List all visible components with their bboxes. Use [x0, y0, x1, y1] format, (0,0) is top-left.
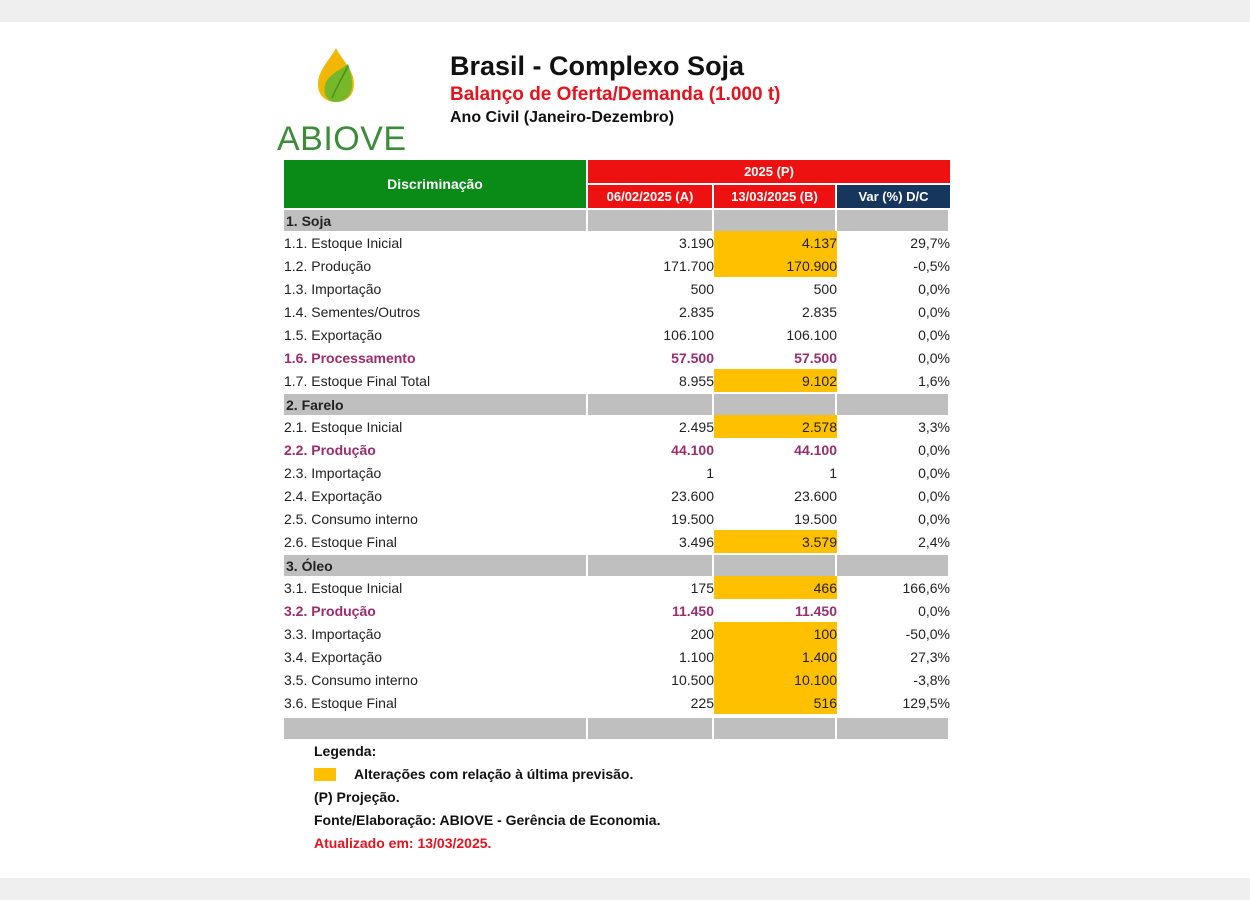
- oil-drop-leaf-icon: [312, 46, 368, 106]
- value-b: 11.450: [794, 602, 837, 619]
- footer-cell: [714, 714, 837, 739]
- value-b: 1: [829, 464, 837, 481]
- value-b: 44.100: [794, 441, 837, 458]
- section-cell: [588, 553, 714, 576]
- legend-swatch-text: Alterações com relação à última previsão.: [354, 766, 634, 782]
- report-header: [276, 42, 976, 158]
- section-title: 3. Óleo: [284, 553, 588, 576]
- value-variation: 27,3%: [910, 648, 950, 665]
- value-b: 2.578: [714, 415, 837, 438]
- row-label: 2.3. Importação: [284, 464, 382, 481]
- value-variation: -50,0%: [905, 625, 950, 642]
- table-row: [284, 438, 950, 461]
- table-row: [284, 300, 950, 323]
- value-a: 8.955: [678, 372, 714, 389]
- value-a: 19.500: [671, 510, 714, 527]
- section-row: [284, 553, 950, 576]
- value-variation: 0,0%: [918, 510, 950, 527]
- value-a: 2.835: [678, 303, 714, 320]
- value-variation: 2,4%: [918, 533, 950, 550]
- report-title: Brasil - Complexo Soja: [450, 51, 745, 81]
- row-label: 1.5. Exportação: [284, 326, 383, 343]
- value-b: 466: [714, 576, 837, 599]
- table-footer-row: [284, 714, 950, 739]
- row-label: 1.3. Importação: [284, 280, 382, 297]
- table-row: [284, 576, 950, 599]
- report-subtitle: Balanço de Oferta/Demanda (1.000 t): [450, 84, 781, 105]
- value-a: 44.100: [671, 441, 714, 458]
- header-variation: Var (%) D/C: [837, 183, 950, 208]
- value-variation: 0,0%: [918, 326, 950, 343]
- value-a: 57.500: [671, 349, 714, 366]
- row-label: 1.1. Estoque Inicial: [284, 234, 403, 251]
- table-row: [284, 622, 950, 645]
- table-row: [284, 323, 950, 346]
- value-b: 19.500: [794, 510, 837, 527]
- table-row: [284, 346, 950, 369]
- row-label: 3.2. Produção: [284, 602, 376, 619]
- section-row: [284, 392, 950, 415]
- logo-text: ABIOVE: [277, 120, 407, 158]
- value-a: 2.495: [678, 418, 714, 435]
- value-variation: 0,0%: [918, 303, 950, 320]
- table-row: [284, 231, 950, 254]
- value-b: 57.500: [794, 349, 837, 366]
- value-variation: -3,8%: [913, 671, 950, 688]
- footer-cell: [588, 714, 714, 739]
- value-b: 100: [714, 622, 837, 645]
- table-row: [284, 254, 950, 277]
- footer-cell: [284, 714, 588, 739]
- value-b: 2.835: [801, 303, 837, 320]
- value-b: 170.900: [714, 254, 837, 277]
- row-label: 3.1. Estoque Inicial: [284, 579, 403, 596]
- value-a: 200: [690, 625, 714, 642]
- abiove-logo: [276, 42, 407, 158]
- header-date-a: 06/02/2025 (A): [588, 183, 714, 208]
- value-variation: 0,0%: [918, 602, 950, 619]
- table-body: [284, 208, 950, 739]
- section-cell: [714, 553, 837, 576]
- section-row: [284, 208, 950, 231]
- row-label: 1.7. Estoque Final Total: [284, 372, 431, 389]
- value-variation: 29,7%: [910, 234, 950, 251]
- table-row: [284, 668, 950, 691]
- report-period: Ano Civil (Janeiro-Dezembro): [450, 109, 675, 126]
- legend-updated: Atualizado em: 13/03/2025.: [314, 835, 492, 851]
- row-label: 3.3. Importação: [284, 625, 382, 642]
- row-label: 1.6. Processamento: [284, 349, 416, 366]
- value-b: 106.100: [786, 326, 837, 343]
- section-title: 1. Soja: [284, 208, 588, 231]
- value-a: 171.700: [663, 257, 714, 274]
- value-variation: -0,5%: [913, 257, 950, 274]
- value-variation: 129,5%: [902, 694, 950, 711]
- value-variation: 1,6%: [918, 372, 950, 389]
- section-cell: [588, 392, 714, 415]
- table-row: [284, 507, 950, 530]
- table-row: [284, 277, 950, 300]
- row-label: 2.2. Produção: [284, 441, 376, 458]
- section-cell: [714, 208, 837, 231]
- table-row: [284, 369, 950, 392]
- value-a: 106.100: [663, 326, 714, 343]
- table-row: [284, 599, 950, 622]
- value-variation: 0,0%: [918, 464, 950, 481]
- table-row: [284, 691, 950, 714]
- row-label: 1.4. Sementes/Outros: [284, 303, 421, 320]
- table-row: [284, 415, 950, 438]
- section-title: 2. Farelo: [284, 392, 588, 415]
- value-a: 1: [706, 464, 714, 481]
- change-swatch: [314, 768, 336, 781]
- value-a: 11.450: [671, 602, 714, 619]
- legend-projection: (P) Projeção.: [314, 789, 400, 805]
- value-a: 10.500: [671, 671, 714, 688]
- document-page: [0, 22, 1250, 878]
- row-label: 2.4. Exportação: [284, 487, 383, 504]
- row-label: 2.1. Estoque Inicial: [284, 418, 403, 435]
- section-cell: [588, 208, 714, 231]
- value-a: 175: [690, 579, 714, 596]
- legend-title: Legenda:: [314, 743, 377, 759]
- value-variation: 3,3%: [918, 418, 950, 435]
- value-a: 23.600: [671, 487, 714, 504]
- value-variation: 0,0%: [918, 487, 950, 504]
- row-label: 3.4. Exportação: [284, 648, 383, 665]
- section-cell: [837, 208, 950, 231]
- legend: [314, 740, 660, 855]
- row-label: 3.6. Estoque Final: [284, 694, 397, 711]
- section-cell: [837, 392, 950, 415]
- table-row: [284, 484, 950, 507]
- value-variation: 0,0%: [918, 349, 950, 366]
- value-a: 1.100: [678, 648, 714, 665]
- title-block: [450, 50, 781, 129]
- row-label: 2.5. Consumo interno: [284, 510, 418, 527]
- balance-table: [284, 160, 950, 739]
- table-row: [284, 530, 950, 553]
- row-label: 3.5. Consumo interno: [284, 671, 418, 688]
- row-label: 1.2. Produção: [284, 257, 372, 274]
- value-b: 10.100: [714, 668, 837, 691]
- value-a: 225: [690, 694, 714, 711]
- value-b: 3.579: [714, 530, 837, 553]
- value-variation: 166,6%: [902, 579, 950, 596]
- value-b: 9.102: [714, 369, 837, 392]
- footer-cell: [837, 714, 950, 739]
- table-row: [284, 645, 950, 668]
- legend-swatch-row: [314, 763, 660, 786]
- value-a: 3.190: [678, 234, 714, 251]
- value-a: 500: [690, 280, 714, 297]
- value-variation: 0,0%: [918, 441, 950, 458]
- value-b: 500: [813, 280, 837, 297]
- header-discriminacao: Discriminação: [284, 160, 588, 208]
- value-b: 23.600: [794, 487, 837, 504]
- section-cell: [837, 553, 950, 576]
- row-label: 2.6. Estoque Final: [284, 533, 397, 550]
- value-b: 4.137: [714, 231, 837, 254]
- legend-source: Fonte/Elaboração: ABIOVE - Gerência de Economia.: [314, 812, 661, 828]
- header-year: 2025 (P): [588, 160, 950, 183]
- value-a: 3.496: [678, 533, 714, 550]
- table-row: [284, 461, 950, 484]
- value-b: 516: [714, 691, 837, 714]
- value-variation: 0,0%: [918, 280, 950, 297]
- section-cell: [714, 392, 837, 415]
- header-date-b: 13/03/2025 (B): [714, 183, 837, 208]
- value-b: 1.400: [714, 645, 837, 668]
